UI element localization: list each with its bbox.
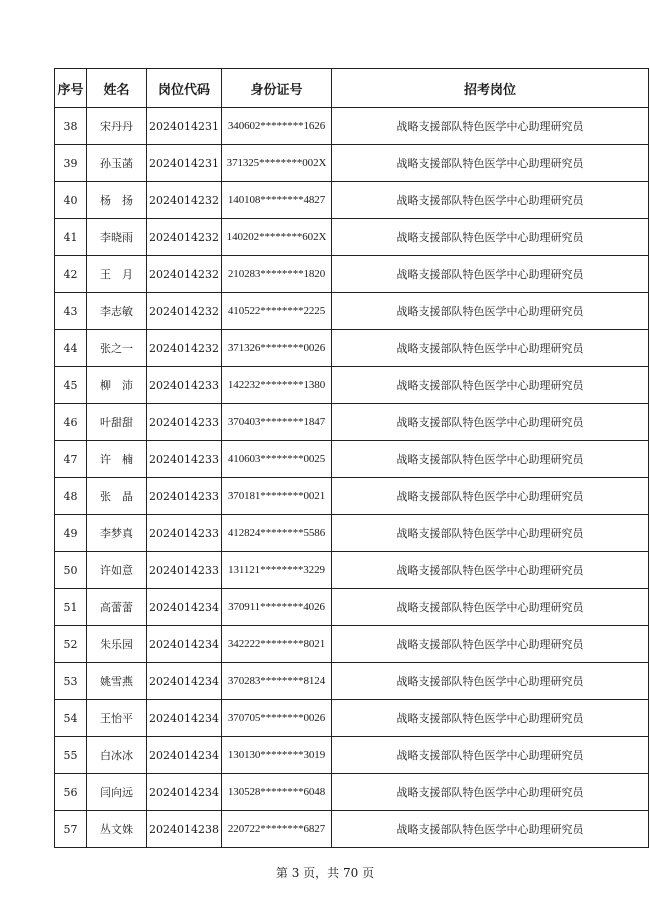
cell-code: 2024014231: [147, 145, 222, 182]
table-row: [55, 367, 649, 404]
cell-post: 战略支援部队特色医学中心助理研究员: [332, 404, 649, 441]
cell-code: 2024014234: [147, 589, 222, 626]
cell-code: 2024014233: [147, 441, 222, 478]
table-row: [55, 552, 649, 589]
cell-name: 王 月: [87, 256, 147, 293]
header-id: 身份证号: [222, 69, 332, 108]
cell-post: 战略支援部队特色医学中心助理研究员: [332, 256, 649, 293]
cell-seq: 41: [55, 219, 87, 256]
cell-code: 2024014232: [147, 219, 222, 256]
cell-id: 410522********2225: [222, 293, 332, 330]
cell-post: 战略支援部队特色医学中心助理研究员: [332, 182, 649, 219]
cell-seq: 48: [55, 478, 87, 515]
header-code: 岗位代码: [147, 69, 222, 108]
cell-id: 412824********5586: [222, 515, 332, 552]
cell-name: 闫向远: [87, 774, 147, 811]
cell-code: 2024014234: [147, 737, 222, 774]
cell-code: 2024014233: [147, 478, 222, 515]
cell-id: 140202********602X: [222, 219, 332, 256]
table-row: [55, 700, 649, 737]
cell-id: 340602********1626: [222, 108, 332, 145]
table-row: [55, 663, 649, 700]
cell-id: 342222********8021: [222, 626, 332, 663]
cell-code: 2024014234: [147, 700, 222, 737]
cell-id: 370705********0026: [222, 700, 332, 737]
cell-name: 张 晶: [87, 478, 147, 515]
cell-id: 142232********1380: [222, 367, 332, 404]
cell-code: 2024014234: [147, 626, 222, 663]
cell-seq: 52: [55, 626, 87, 663]
cell-code: 2024014231: [147, 108, 222, 145]
cell-code: 2024014234: [147, 774, 222, 811]
cell-seq: 56: [55, 774, 87, 811]
cell-code: 2024014233: [147, 515, 222, 552]
header-name: 姓名: [87, 69, 147, 108]
cell-post: 战略支援部队特色医学中心助理研究员: [332, 663, 649, 700]
table-row: [55, 330, 649, 367]
cell-name: 叶甜甜: [87, 404, 147, 441]
cell-post: 战略支援部队特色医学中心助理研究员: [332, 145, 649, 182]
cell-code: 2024014233: [147, 404, 222, 441]
cell-id: 410603********0025: [222, 441, 332, 478]
table-row: [55, 108, 649, 145]
cell-code: 2024014232: [147, 256, 222, 293]
cell-seq: 43: [55, 293, 87, 330]
cell-seq: 47: [55, 441, 87, 478]
table-row: [55, 811, 649, 848]
cell-name: 王怡平: [87, 700, 147, 737]
table-row: [55, 626, 649, 663]
cell-post: 战略支援部队特色医学中心助理研究员: [332, 589, 649, 626]
cell-seq: 57: [55, 811, 87, 848]
cell-seq: 42: [55, 256, 87, 293]
cell-name: 李晓雨: [87, 219, 147, 256]
cell-post: 战略支援部队特色医学中心助理研究员: [332, 478, 649, 515]
cell-post: 战略支援部队特色医学中心助理研究员: [332, 108, 649, 145]
header-post: 招考岗位: [332, 69, 649, 108]
table-row: [55, 737, 649, 774]
table-row: [55, 256, 649, 293]
cell-post: 战略支援部队特色医学中心助理研究员: [332, 811, 649, 848]
cell-seq: 40: [55, 182, 87, 219]
cell-seq: 50: [55, 552, 87, 589]
cell-name: 张之一: [87, 330, 147, 367]
cell-post: 战略支援部队特色医学中心助理研究员: [332, 293, 649, 330]
table-row: [55, 441, 649, 478]
cell-seq: 49: [55, 515, 87, 552]
table-row: [55, 182, 649, 219]
cell-post: 战略支援部队特色医学中心助理研究员: [332, 626, 649, 663]
cell-name: 许 楠: [87, 441, 147, 478]
cell-id: 130130********3019: [222, 737, 332, 774]
page-number: 第 3 页，共 70 页: [275, 866, 375, 880]
header-seq: 序号: [55, 69, 87, 108]
table-header-row: [55, 69, 649, 108]
cell-seq: 51: [55, 589, 87, 626]
cell-id: 370283********8124: [222, 663, 332, 700]
cell-seq: 39: [55, 145, 87, 182]
cell-seq: 38: [55, 108, 87, 145]
cell-id: 370403********1847: [222, 404, 332, 441]
cell-name: 杨 扬: [87, 182, 147, 219]
table-row: [55, 404, 649, 441]
table-row: [55, 145, 649, 182]
cell-code: 2024014234: [147, 663, 222, 700]
cell-post: 战略支援部队特色医学中心助理研究员: [332, 774, 649, 811]
cell-code: 2024014238: [147, 811, 222, 848]
cell-name: 宋丹丹: [87, 108, 147, 145]
cell-code: 2024014232: [147, 330, 222, 367]
cell-seq: 45: [55, 367, 87, 404]
cell-name: 孙玉菡: [87, 145, 147, 182]
cell-id: 371326********0026: [222, 330, 332, 367]
table-row: [55, 774, 649, 811]
table-row: [55, 589, 649, 626]
cell-post: 战略支援部队特色医学中心助理研究员: [332, 330, 649, 367]
cell-name: 白冰冰: [87, 737, 147, 774]
cell-name: 姚雪燕: [87, 663, 147, 700]
cell-post: 战略支援部队特色医学中心助理研究员: [332, 441, 649, 478]
cell-post: 战略支援部队特色医学中心助理研究员: [332, 367, 649, 404]
cell-name: 丛文姝: [87, 811, 147, 848]
cell-post: 战略支援部队特色医学中心助理研究员: [332, 737, 649, 774]
cell-code: 2024014233: [147, 552, 222, 589]
cell-name: 许如意: [87, 552, 147, 589]
cell-name: 李梦真: [87, 515, 147, 552]
cell-post: 战略支援部队特色医学中心助理研究员: [332, 700, 649, 737]
table-row: [55, 515, 649, 552]
cell-post: 战略支援部队特色医学中心助理研究员: [332, 552, 649, 589]
cell-code: 2024014232: [147, 182, 222, 219]
cell-seq: 46: [55, 404, 87, 441]
cell-name: 朱乐园: [87, 626, 147, 663]
table-row: [55, 293, 649, 330]
candidate-table: [54, 68, 649, 848]
cell-seq: 54: [55, 700, 87, 737]
cell-code: 2024014233: [147, 367, 222, 404]
table-row: [55, 478, 649, 515]
cell-id: 210283********1820: [222, 256, 332, 293]
cell-seq: 53: [55, 663, 87, 700]
cell-id: 220722********6827: [222, 811, 332, 848]
cell-id: 370911********4026: [222, 589, 332, 626]
cell-name: 柳 沛: [87, 367, 147, 404]
cell-name: 李志敏: [87, 293, 147, 330]
cell-seq: 55: [55, 737, 87, 774]
cell-id: 140108********4827: [222, 182, 332, 219]
cell-post: 战略支援部队特色医学中心助理研究员: [332, 219, 649, 256]
cell-id: 130528********6048: [222, 774, 332, 811]
cell-code: 2024014232: [147, 293, 222, 330]
cell-id: 371325********002X: [222, 145, 332, 182]
cell-name: 高蕾蕾: [87, 589, 147, 626]
table-row: [55, 219, 649, 256]
cell-id: 370181********0021: [222, 478, 332, 515]
cell-seq: 44: [55, 330, 87, 367]
cell-post: 战略支援部队特色医学中心助理研究员: [332, 515, 649, 552]
cell-id: 131121********3229: [222, 552, 332, 589]
